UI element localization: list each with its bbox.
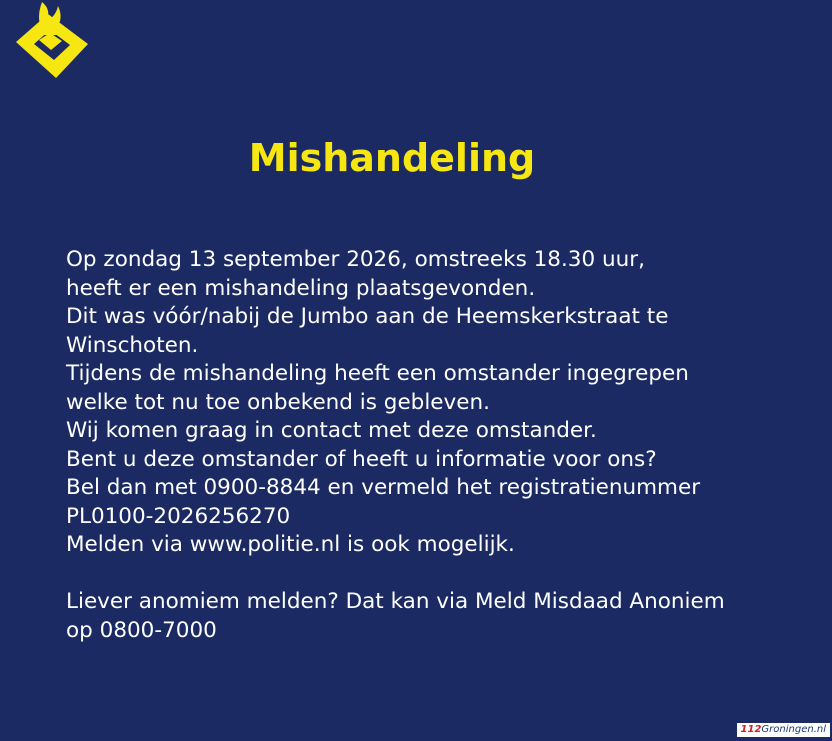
- watermark-suffix: .nl: [813, 724, 826, 735]
- body-line: Bent u deze omstander of heeft u informatie voor ons?: [66, 446, 657, 472]
- watermark-number: 112: [740, 724, 762, 735]
- body-line: Wij komen graag in contact met deze omstander.: [66, 418, 597, 443]
- body-line: Dit was vóór/nabij de Jumbo aan de Heemskerkstraat te: [66, 304, 669, 329]
- police-badge-icon: [12, 0, 92, 80]
- body-line: Winschoten.: [66, 332, 199, 358]
- source-watermark: [737, 723, 830, 737]
- anonymous-line: op 0800-7000: [66, 617, 217, 643]
- body-line: Tijdens de mishandeling heeft een omstander ingegrepen: [66, 361, 689, 386]
- body-line: welke tot nu toe onbekend is gebleven.: [66, 389, 490, 415]
- watermark-name: Groningen: [761, 724, 814, 735]
- notice-body: [66, 246, 806, 645]
- paragraph-spacer: [66, 560, 806, 589]
- body-line: heeft er een mishandeling plaatsgevonden.: [66, 275, 536, 301]
- body-line: Op zondag 13 september 2026, omstreeks 18.30 uur,: [66, 247, 645, 272]
- body-line: Melden via www.politie.nl is ook mogelijk.: [66, 532, 515, 557]
- police-logo: [12, 0, 92, 80]
- page-title: Mishandeling: [248, 136, 536, 180]
- anonymous-line: Liever anomiem melden? Dat kan via Meld Misdaad Anoniem: [66, 589, 725, 614]
- registration-number: PL0100-2026256270: [66, 503, 291, 529]
- body-line: Bel dan met 0900-8844 en vermeld het registratienummer: [66, 475, 701, 500]
